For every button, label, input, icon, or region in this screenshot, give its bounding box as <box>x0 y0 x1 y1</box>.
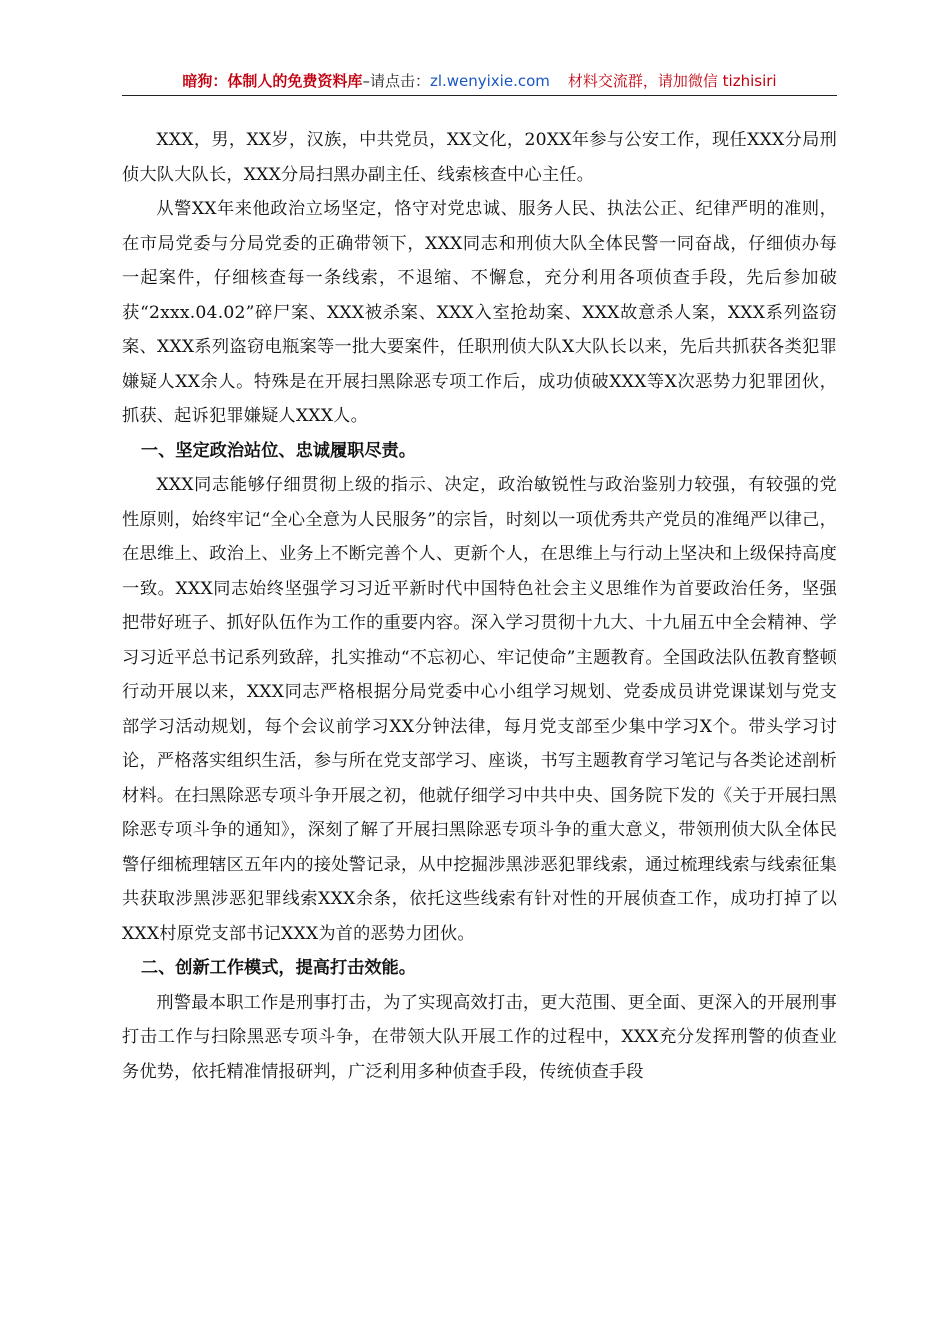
header-click-label: –请点击： <box>362 72 430 90</box>
document-body <box>122 123 837 1089</box>
header-url-link[interactable]: zl.wenyixie.com <box>429 72 550 90</box>
header-divider <box>122 95 837 96</box>
section-heading-2: 二、创新工作模式，提高打击效能。 <box>140 958 416 978</box>
header-brand: 暗狗：体制人的免费资料库 <box>182 72 363 90</box>
section-heading-1: 一、坚定政治站位、忠诚履职尽责。 <box>140 440 416 461</box>
paragraph-career: 从警XX年来他政治立场坚定，恪守对党忠诚、服务人民、执法公正、纪律严明的准则，在市局党委与分局党委的正确带领下，XXX同志和刑侦大队全体民警一同奋战，仔细侦办每一起案件，仔细核查每一条线索，不退缩、不懈怠，充分利用各项侦查手段，先后参加破获“2xxx.04.02”碎尸案、XXX被杀案、XXX入室抢劫案、XXX故意杀人案，XXX系列盗窃案、XXX系列盗窃电瓶案等一批大要案件，任职刑侦大队X大队长以来，先后共抓获各类犯罪嫌疑人XX余人。特殊是在开展扫黑除恶专项工作后，成功侦破XXX等X次恶势力犯罪团伙，抓获、起诉犯罪嫌疑人XXX人。 <box>122 199 837 426</box>
header-group-text: 材料交流群，请加微信 tizhisiri <box>567 72 777 90</box>
paragraph-politics: XXX同志能够仔细贯彻上级的指示、决定，政治敏锐性与政治鉴别力较强，有较强的党性原则，始终牢记“全心全意为人民服务”的宗旨，时刻以一项优秀共产党员的准绳严以律己，在思维上、政治上、业务上不断完善个人、更新个人，在思维上与行动上坚决和上级保持高度一致。XXX同志始终坚强学习习近平新时代中国特色社会主义思维作为首要政治任务，坚强把带好班子、抓好队伍作为工作的重要内容。深入学习贯彻十九大、十九届五中全会精神、学习习近平总书记系列致辞，扎实推动“不忘初心、牢记使命”主题教育。全国政法队伍教育整顿行动开展以来，XXX同志严格根据分局党委中心小组学习规划、党委成员讲党课谋划与党支部学习活动规划，每个会议前学习XX分钟法律，每月党支部至少集中学习X个。带头学习讨论，严格落实组织生活，参与所在党支部学习、座谈，书写主题教育学习笔记与各类论述剖析材料。在扫黑除恶专项斗争开展之初，他就仔细学习中共中央、国务院下发的《关于开展扫黑除恶专项斗争的通知》，深刻了解了开展扫黑除恶专项斗争的重大意义，带领刑侦大队全体民警仔细梳理辖区五年内的接处警记录，从中挖掘涉黑涉恶犯罪线索，通过梳理线索与线索征集共获取涉黑涉恶犯罪线索XXX余条，依托这些线索有针对性的开展侦查工作，成功打掉了以XXX村原党支部书记XXX为首的恶势力团伙。 <box>122 475 837 944</box>
page-header <box>122 68 837 94</box>
paragraph-intro: XXX，男，XX岁，汉族，中共党员，XX文化，20XX年参与公安工作，现任XXX分局刑侦大队大队长，XXX分局扫黑办副主任、线索核查中心主任。 <box>122 130 837 185</box>
paragraph-innovation: 刑警最本职工作是刑事打击，为了实现高效打击，更大范围、更全面、更深入的开展刑事打击工作与扫除黑恶专项斗争，在带领大队开展工作的过程中，XXX充分发挥刑警的侦查业务优势，依托精准情报研判，广泛利用多种侦查手段，传统侦查手段 <box>122 992 837 1082</box>
